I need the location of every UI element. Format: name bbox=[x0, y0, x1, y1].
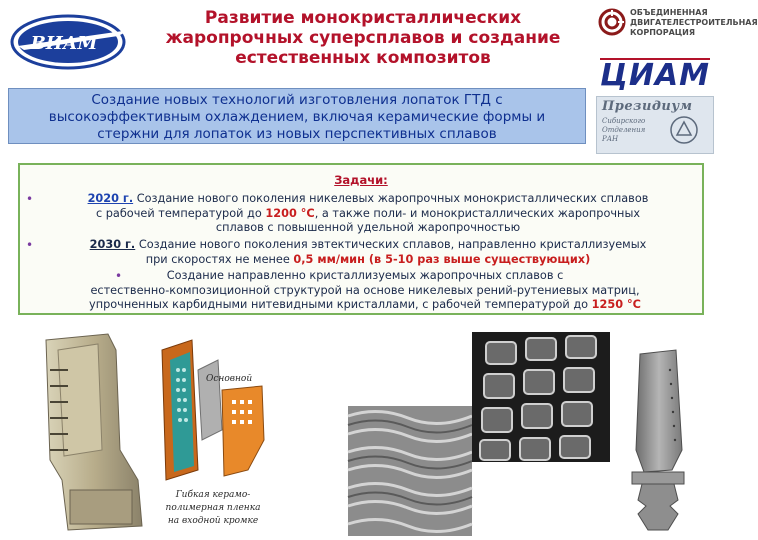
tasks-box bbox=[18, 163, 704, 315]
odk-line-1: ОБЪЕДИНЕННАЯ bbox=[630, 8, 708, 17]
task-2030-text-a: Создание нового поколения эвтектических сплавов, направленно кристаллизуемых bbox=[135, 238, 647, 251]
task-composite bbox=[32, 269, 698, 313]
title-line-2: жаропрочных суперсплавов и создание bbox=[165, 28, 561, 48]
presidium-line-3: РАН bbox=[602, 135, 619, 143]
bullet-icon: • bbox=[115, 269, 123, 283]
task-2030-year: 2030 г. bbox=[89, 238, 136, 251]
subtitle-box bbox=[8, 88, 586, 144]
task-2020 bbox=[38, 192, 698, 236]
odk-line-3: КОРПОРАЦИЯ bbox=[630, 28, 696, 37]
subtitle-line-3: стержни для лопаток из новых перспективных сплавов bbox=[97, 126, 497, 142]
presidium-sb-ran-logo bbox=[596, 96, 714, 154]
task-2020-text-c: , а также поли- и монокристаллических жаропрочных bbox=[314, 206, 641, 220]
sem-micrograph-photo bbox=[472, 332, 610, 462]
task-2020-text-d: сплавов с повышенной удельной жаропрочностью bbox=[215, 221, 521, 234]
title-line-3: естественных композитов bbox=[235, 48, 491, 68]
task-2020-text-b: с рабочей температурой до bbox=[95, 206, 266, 220]
presidium-line-2: Отделения bbox=[602, 126, 646, 134]
finished-blade-photo bbox=[622, 350, 700, 532]
subtitle-line-1: Создание новых технологий изготовления лопаток ГТД с bbox=[91, 92, 503, 108]
task-2030 bbox=[38, 238, 698, 267]
task-2020-temp: 1200 °С bbox=[265, 206, 315, 220]
odk-line-2: ДВИГАТЕЛЕСТРОИТЕЛЬНАЯ bbox=[630, 18, 758, 27]
task-composite-text-c: упрочненных карбидными нитевидными кристаллами, с рабочей температурой до bbox=[89, 298, 592, 311]
ran-emblem-icon bbox=[669, 115, 699, 145]
presidium-title: Президиум bbox=[602, 99, 693, 114]
ciam-logo bbox=[596, 55, 714, 93]
presidium-line-1: Сибирского bbox=[602, 117, 646, 125]
title-line-1: Развитие монокристаллических bbox=[204, 8, 522, 28]
task-2030-speed: 0,5 мм/мин (в 5-10 раз выше существующих) bbox=[293, 252, 591, 266]
subtitle-line-2: высокоэффективным охлаждением, включая керамические формы и bbox=[48, 109, 546, 125]
task-composite-text-a: Создание направленно кристаллизуемых жаропрочных сплавов с bbox=[166, 269, 564, 282]
blade-section-diagram bbox=[152, 330, 276, 485]
bullet-icon: • bbox=[26, 192, 34, 206]
caption-main: Основной bbox=[206, 374, 253, 384]
task-composite-text-b: естественно-композиционной структурой на основе никелевых рений-рутениевых матриц, bbox=[90, 283, 640, 297]
page-title bbox=[138, 8, 588, 68]
viam-logo bbox=[10, 12, 134, 72]
tasks-heading: Задачи: bbox=[334, 173, 388, 187]
bullet-icon: • bbox=[26, 238, 34, 252]
task-composite-temp: 1250 °С bbox=[591, 298, 641, 311]
ciam-logo-text: ЦИАМ bbox=[599, 58, 711, 93]
odk-emblem-icon bbox=[598, 8, 626, 36]
caption-film bbox=[150, 489, 276, 528]
turbine-blade-photo bbox=[38, 330, 148, 534]
viam-logo-text: ВИАМ bbox=[30, 33, 98, 54]
odk-logo bbox=[596, 6, 758, 50]
presidium-subtitle bbox=[602, 117, 645, 144]
caption-film-line-1: Гибкая керамо- bbox=[175, 490, 251, 500]
caption-film-line-2: полимерная пленка bbox=[165, 503, 261, 513]
microstructure-fiber-photo bbox=[348, 406, 472, 536]
task-2030-text-b: при скоростях не менее bbox=[145, 252, 294, 266]
task-2020-year: 2020 г. bbox=[87, 192, 134, 205]
caption-film-line-3: на входной кромке bbox=[167, 516, 259, 526]
task-2020-text-a: Создание нового поколения никелевых жаропрочных монокристаллических сплавов bbox=[133, 192, 649, 205]
